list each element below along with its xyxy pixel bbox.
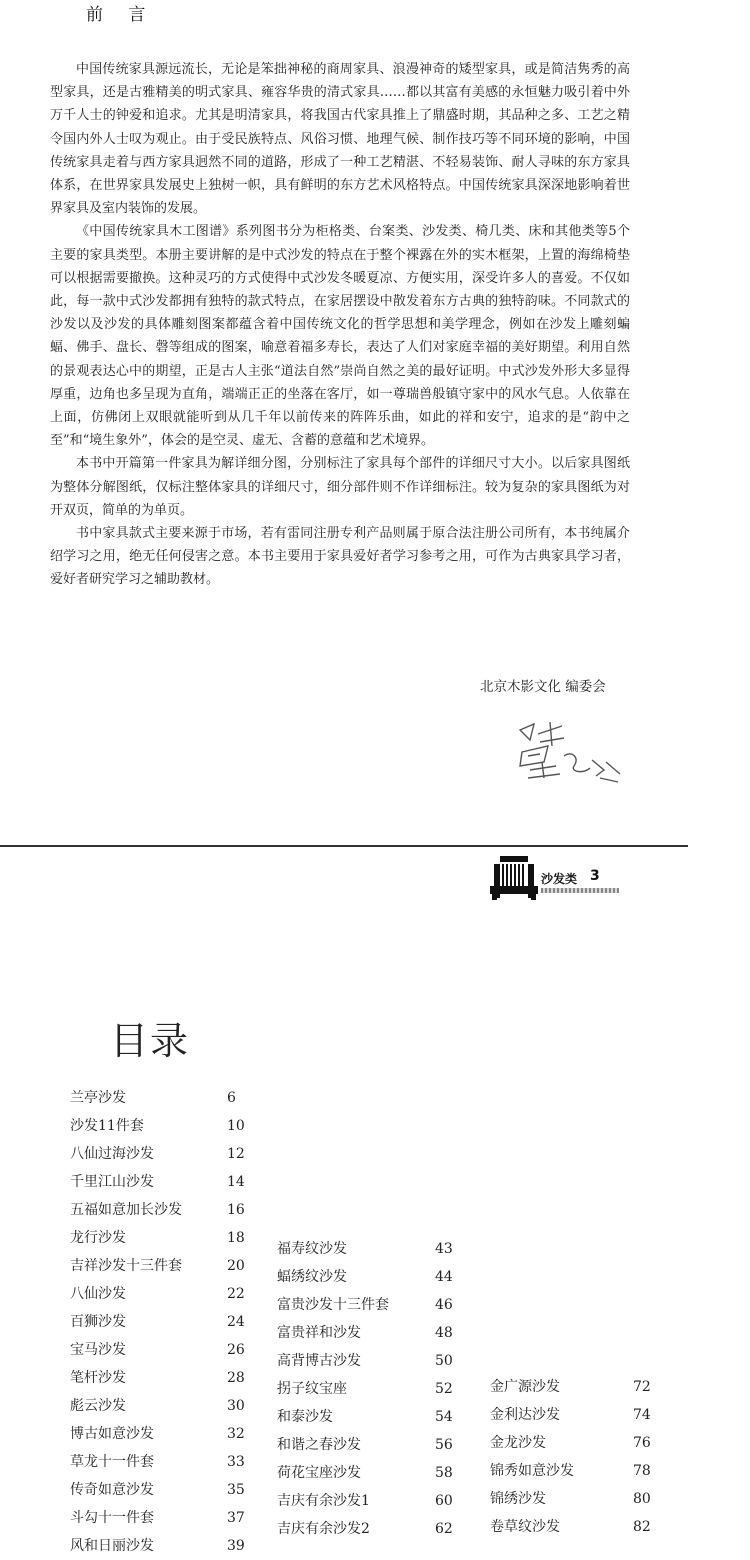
toc-entry-name: 传奇如意沙发 [70, 1482, 154, 1498]
toc-entry-page: 28 [227, 1370, 245, 1386]
toc-entry-name: 风和日丽沙发 [70, 1538, 154, 1554]
toc-entry-name: 吉祥沙发十三件套 [70, 1258, 182, 1274]
toc-entry-page: 60 [435, 1493, 453, 1509]
toc-entry[interactable] [70, 1280, 270, 1308]
toc-entry-page: 74 [633, 1407, 651, 1423]
toc-entry-name: 荷花宝座沙发 [277, 1465, 361, 1481]
toc-entry-page: 20 [227, 1258, 245, 1274]
toc-entry-page: 62 [435, 1521, 453, 1537]
toc-entry-name: 斗勾十一件套 [70, 1510, 154, 1526]
toc-entry-name: 五福如意加长沙发 [70, 1202, 182, 1218]
toc-entry[interactable] [70, 1224, 270, 1252]
toc-entry-page: 14 [227, 1174, 245, 1190]
toc-entry[interactable] [490, 1429, 660, 1457]
toc-entry-page: 32 [227, 1426, 245, 1442]
toc-entry-page: 35 [227, 1482, 245, 1498]
toc-entry-name: 兰亭沙发 [70, 1090, 126, 1106]
toc-entry-name: 百狮沙发 [70, 1314, 126, 1330]
toc-entry-page: 76 [633, 1435, 651, 1451]
toc-entry-name: 福寿纹沙发 [277, 1241, 347, 1257]
toc-entry[interactable] [277, 1319, 477, 1347]
toc-entry-page: 58 [435, 1465, 453, 1481]
toc-entry-page: 78 [633, 1463, 651, 1479]
page-divider [0, 845, 688, 847]
toc-entry[interactable] [490, 1401, 660, 1429]
toc-entry[interactable] [70, 1392, 270, 1420]
toc-entry[interactable] [490, 1485, 660, 1513]
preface-body [50, 58, 630, 592]
toc-entry-page: 46 [435, 1297, 453, 1313]
toc-entry-name: 高背博古沙发 [277, 1353, 361, 1369]
toc-entry-page: 26 [227, 1342, 245, 1358]
toc-entry-page: 22 [227, 1286, 245, 1302]
toc-entry-name: 富贵沙发十三件套 [277, 1297, 389, 1313]
toc-entry[interactable] [277, 1487, 477, 1515]
preface-paragraph: 书中家具款式主要来源于市场，若有雷同注册专利产品则属于原合法注册公司所有，本书纯属介绍学习之用，绝无任何侵害之意。本书主要用于家具爱好者学习参考之用，可作为古典家具学习者，爱好者研究学习之辅助教材。 [50, 526, 630, 588]
toc-entry[interactable] [490, 1457, 660, 1485]
toc-entry[interactable] [277, 1347, 477, 1375]
toc-entry-page: 43 [435, 1241, 453, 1257]
toc-entry[interactable] [70, 1140, 270, 1168]
toc-entry[interactable] [70, 1196, 270, 1224]
toc-entry[interactable] [277, 1375, 477, 1403]
toc-entry[interactable] [70, 1084, 270, 1112]
footer-decor-bar [541, 888, 619, 893]
editorial-signature: 北京木影文化 编委会 [480, 679, 606, 695]
toc-entry-page: 50 [435, 1353, 453, 1369]
toc-entry-name: 蝠绣纹沙发 [277, 1269, 347, 1285]
footer-page-number: 3 [590, 868, 600, 884]
toc-entry-name: 八仙沙发 [70, 1286, 126, 1302]
toc-entry-page: 44 [435, 1269, 453, 1285]
preface-paragraph: 中国传统家具源远流长，无论是笨拙神秘的商周家具、浪漫神奇的矮型家具，或是简洁隽秀的高型家具，还是古雅精美的明式家具、雍容华贵的清式家具……都以其富有美感的永恒魅力吸引着中外万千人士的钟爱和追求。尤其是明清家具，将我国古代家具推上了鼎盛时期，其品种之多、工艺之精令国内外人士叹为观止。由于受民族特点、风俗习惯、地理气候、制作技巧等不同环境的影响，中国传统家具走着与西方家具迥然不同的道路，形成了一种工艺精湛、不轻易装饰、耐人寻味的东方家具体系，在世界家具发展史上独树一帜，具有鲜明的东方艺术风格特点。中国传统家具深深地影响着世界家具及室内装饰的发展。 [50, 62, 630, 217]
toc-entry-page: 6 [227, 1090, 236, 1106]
toc-column-2 [277, 1235, 477, 1543]
footer-category-label: 沙发类 [541, 872, 578, 886]
toc-entry-page: 72 [633, 1379, 651, 1395]
toc-entry-page: 80 [633, 1491, 651, 1507]
toc-entry[interactable] [70, 1420, 270, 1448]
toc-entry[interactable] [277, 1235, 477, 1263]
toc-entry-page: 39 [227, 1538, 245, 1554]
toc-entry[interactable] [70, 1448, 270, 1476]
toc-entry[interactable] [70, 1364, 270, 1392]
toc-entry-page: 56 [435, 1437, 453, 1453]
toc-entry-name: 金龙沙发 [490, 1435, 546, 1451]
toc-entry-page: 30 [227, 1398, 245, 1414]
toc-entry[interactable] [277, 1431, 477, 1459]
toc-entry-name: 千里江山沙发 [70, 1174, 154, 1190]
toc-column-1 [70, 1084, 270, 1560]
toc-entry[interactable] [277, 1403, 477, 1431]
toc-entry-name: 彪云沙发 [70, 1398, 126, 1414]
preface-paragraph: 本书中开篇第一件家具为解详细分图，分别标注了家具每个部件的详细尺寸大小。以后家具图纸为整体分解图纸，仅标注整体家具的详细尺寸，细分部件则不作详细标注。较为复杂的家具图纸为对开双页，简单的为单页。 [50, 456, 630, 518]
toc-column-3 [490, 1373, 660, 1541]
toc-entry-name: 龙行沙发 [70, 1230, 126, 1246]
toc-entry[interactable] [70, 1336, 270, 1364]
toc-entry[interactable] [70, 1308, 270, 1336]
toc-entry-page: 82 [633, 1519, 651, 1535]
toc-entry-page: 24 [227, 1314, 245, 1330]
toc-entry-name: 卷草纹沙发 [490, 1519, 560, 1535]
toc-entry[interactable] [490, 1373, 660, 1401]
toc-entry-page: 37 [227, 1510, 245, 1526]
toc-entry-page: 33 [227, 1454, 245, 1470]
preface-title: 前 言 [86, 5, 156, 25]
toc-entry-name: 吉庆有余沙发2 [277, 1521, 370, 1537]
toc-entry-page: 12 [227, 1146, 245, 1162]
toc-entry-page: 16 [227, 1202, 245, 1218]
toc-entry-page: 48 [435, 1325, 453, 1341]
seal-logo [500, 712, 630, 792]
toc-entry-name: 草龙十一件套 [70, 1454, 154, 1470]
toc-entry[interactable] [70, 1252, 270, 1280]
toc-entry-name: 吉庆有余沙发1 [277, 1493, 370, 1509]
toc-entry-name: 笔杆沙发 [70, 1370, 126, 1386]
toc-entry-name: 和泰沙发 [277, 1409, 333, 1425]
toc-entry[interactable] [490, 1513, 660, 1541]
toc-entry-name: 和谐之春沙发 [277, 1437, 361, 1453]
toc-entry[interactable] [277, 1291, 477, 1319]
toc-title: 目录 [110, 1019, 191, 1063]
toc-entry-name: 宝马沙发 [70, 1342, 126, 1358]
toc-entry[interactable] [70, 1504, 270, 1532]
toc-entry-name: 锦秀如意沙发 [490, 1463, 574, 1479]
toc-entry-page: 52 [435, 1381, 453, 1397]
preface-paragraph: 《中国传统家具木工图谱》系列图书分为柜格类、台案类、沙发类、椅几类、床和其他类等5个主要的家具类型。本册主要讲解的是中式沙发的特点在于整个裸露在外的实木框架，上置的海绵椅垫可以根据需要撤换。这种灵巧的方式使得中式沙发冬暖夏凉、方便实用，深受许多人的喜爱。不仅如此，每一款中式沙发都拥有独特的款式特点，在家居摆设中散发着东方古典的独特韵味。不同款式的沙发以及沙发的具体雕刻图案都蕴含着中国传统文化的哲学思想和美学理念，例如在沙发上雕刻蝙蝠、佛手、盘长、磬等组成的图案，喻意着福多寿长，表达了人们对家庭幸福的美好期望。利用自然的景观表达心中的期望，正是古人主张“道法自然”崇尚自然之美的最好证明。中式沙发外形大多显得厚重，边角也多呈现为直角，端端正正的坐落在客厅，如一尊瑞兽般镇守家中的风水气息。人依靠在上面，仿佛闭上双眼就能听到从几千年以前传来的阵阵乐曲，如此的祥和安宁，追求的是“韵中之至”和“境生象外”，体会的是空灵、虚无、含蓄的意蕴和艺术境界。 [50, 224, 630, 449]
toc-entry-page: 54 [435, 1409, 453, 1425]
toc-entry[interactable] [70, 1476, 270, 1504]
toc-entry-name: 金利达沙发 [490, 1407, 560, 1423]
toc-entry-name: 博古如意沙发 [70, 1426, 154, 1442]
toc-entry-page: 18 [227, 1230, 245, 1246]
toc-entry-name: 八仙过海沙发 [70, 1146, 154, 1162]
toc-entry-page: 10 [227, 1118, 245, 1134]
toc-entry-name: 锦绣沙发 [490, 1491, 546, 1507]
toc-entry-name: 沙发11件套 [70, 1118, 144, 1134]
toc-entry[interactable] [70, 1168, 270, 1196]
toc-entry-name: 富贵祥和沙发 [277, 1325, 361, 1341]
toc-entry[interactable] [70, 1532, 270, 1560]
toc-entry[interactable] [277, 1263, 477, 1291]
toc-entry-name: 拐子纹宝座 [277, 1381, 347, 1397]
toc-entry-name: 金广源沙发 [490, 1379, 560, 1395]
toc-entry[interactable] [70, 1112, 270, 1140]
toc-entry[interactable] [277, 1515, 477, 1543]
toc-entry[interactable] [277, 1459, 477, 1487]
